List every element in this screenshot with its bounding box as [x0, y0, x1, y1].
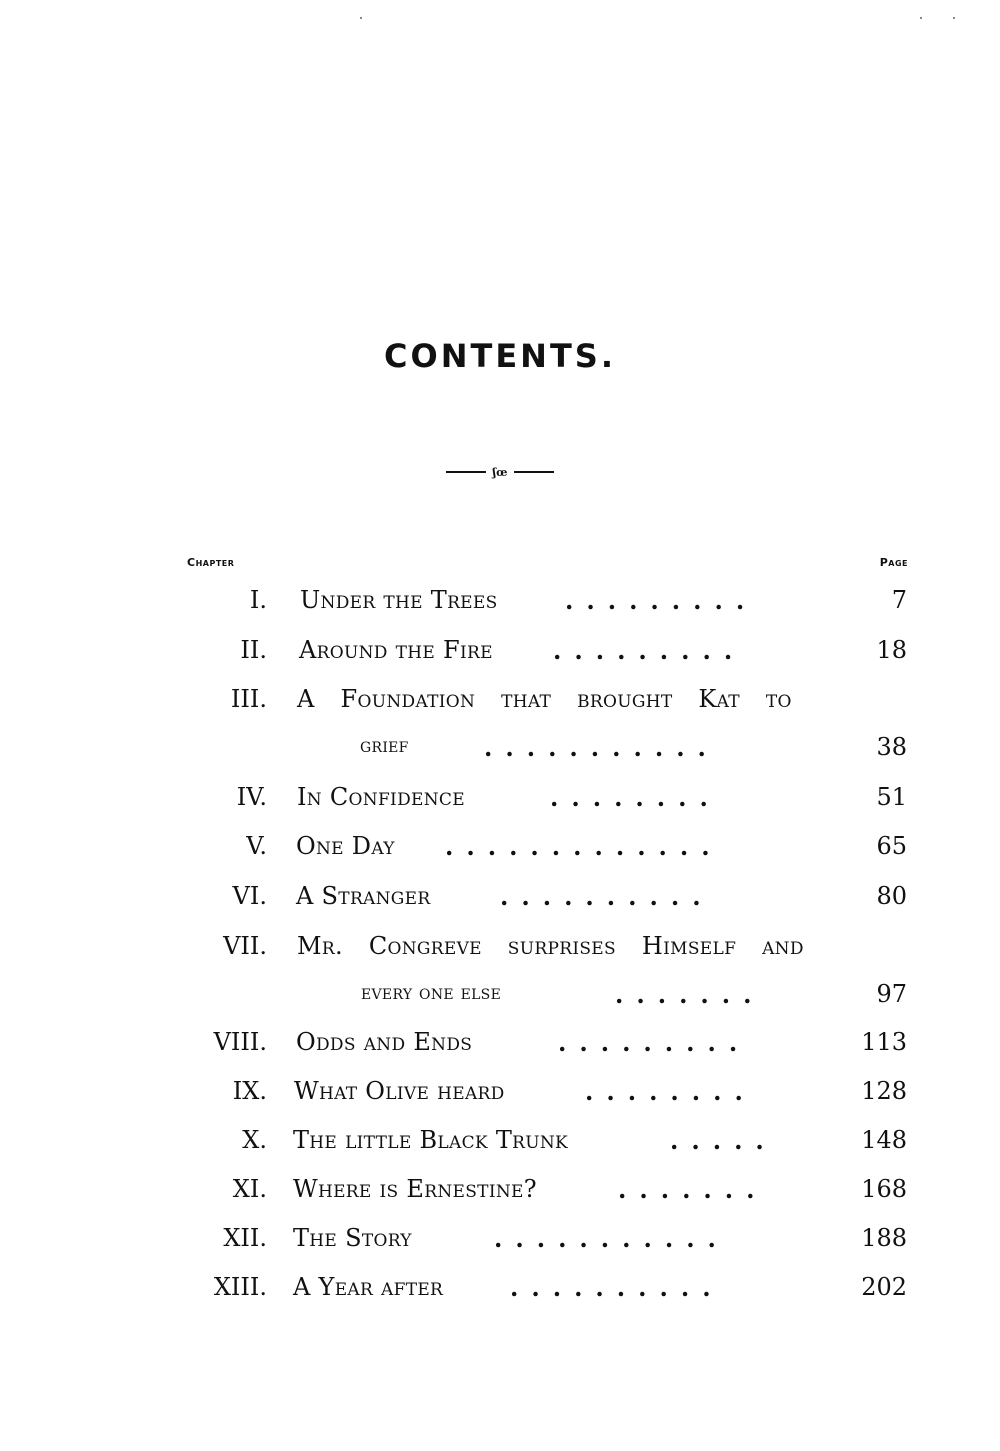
dot-leader: ....... — [618, 1175, 768, 1204]
dot-leader: ............. — [445, 832, 723, 861]
toc-entry[interactable] — [0, 586, 1000, 620]
dot-leader: ......... — [553, 636, 746, 665]
dot-leader: ........ — [550, 783, 721, 812]
page-number: 97 — [876, 980, 907, 1008]
chapter-number: IX. — [232, 1077, 267, 1105]
margin-speck — [953, 17, 955, 19]
page-column-header: Page — [879, 556, 908, 569]
margin-speck — [360, 17, 362, 19]
chapter-title: A Year after — [293, 1273, 444, 1301]
chapter-number: XIII. — [213, 1273, 267, 1301]
chapter-title: What Olive heard — [294, 1077, 505, 1105]
toc-entry[interactable] — [0, 685, 1000, 719]
chapter-title: In Confidence — [297, 783, 465, 811]
chapter-title: Around the Fire — [299, 636, 493, 664]
chapter-title: Under the Trees — [300, 586, 498, 614]
chapter-number: VI. — [232, 882, 267, 910]
toc-entry[interactable] — [0, 1273, 1000, 1307]
chapter-number: II. — [240, 636, 267, 664]
page-number: 148 — [861, 1126, 907, 1154]
page-number: 202 — [861, 1273, 907, 1301]
toc-entry[interactable] — [0, 1126, 1000, 1160]
dot-leader: ....... — [615, 980, 765, 1009]
dot-leader: ........... — [484, 733, 719, 762]
toc-entry-continuation[interactable] — [0, 733, 1000, 767]
chapter-title-continued: grief — [360, 733, 409, 757]
dot-leader: ..... — [670, 1126, 777, 1155]
dot-leader: .......... — [510, 1273, 724, 1302]
toc-entry[interactable] — [0, 932, 1000, 966]
toc-entry[interactable] — [0, 1077, 1000, 1111]
page-number: 188 — [861, 1224, 907, 1252]
chapter-number: VIII. — [213, 1028, 267, 1056]
page-number: 7 — [891, 586, 907, 614]
chapter-title: Odds and Ends — [296, 1028, 473, 1056]
chapter-title: The Story — [293, 1224, 412, 1252]
page-number: 128 — [861, 1077, 907, 1105]
page-number: 51 — [876, 783, 907, 811]
chapter-number: VII. — [223, 932, 267, 960]
dot-leader: .......... — [500, 882, 714, 911]
chapter-column-header: Chapter — [187, 556, 235, 569]
chapter-number: XI. — [232, 1175, 267, 1203]
toc-entry[interactable] — [0, 832, 1000, 866]
dot-leader: ......... — [558, 1028, 751, 1057]
dot-leader: ........ — [585, 1077, 756, 1106]
chapter-number: III. — [230, 685, 267, 713]
page-number: 80 — [876, 882, 907, 910]
dot-leader: ........... — [494, 1224, 729, 1253]
chapter-number: V. — [246, 832, 267, 860]
page-title: CONTENTS. — [384, 337, 616, 375]
ornament-rule-left — [446, 471, 486, 473]
chapter-number: XII. — [223, 1224, 267, 1252]
chapter-title: A Stranger — [296, 882, 431, 910]
ornament-rule-right — [514, 471, 554, 473]
toc-entry[interactable] — [0, 1028, 1000, 1062]
page-number: 168 — [861, 1175, 907, 1203]
chapter-title-continued: every one else — [361, 980, 502, 1004]
toc-entry-continuation[interactable] — [0, 980, 1000, 1014]
chapter-title: Mr. Congreve surprises Himself and — [297, 932, 804, 960]
dot-leader: ......... — [565, 586, 758, 615]
toc-entry[interactable] — [0, 882, 1000, 916]
chapter-title: The little Black Trunk — [293, 1126, 569, 1154]
chapter-number: I. — [249, 586, 267, 614]
title-ornament — [0, 464, 1000, 480]
page-number: 18 — [876, 636, 907, 664]
page-number: 65 — [876, 832, 907, 860]
chapter-title: A Foundation that brought Kat to — [297, 685, 792, 713]
toc-entry[interactable] — [0, 1175, 1000, 1209]
chapter-title: Where is Ernestine? — [293, 1175, 537, 1203]
page-number: 38 — [876, 733, 907, 761]
toc-entry[interactable] — [0, 636, 1000, 670]
chapter-number: X. — [242, 1126, 267, 1154]
chapter-number: IV. — [236, 783, 267, 811]
toc-entry[interactable] — [0, 783, 1000, 817]
toc-entry[interactable] — [0, 1224, 1000, 1258]
chapter-title: One Day — [296, 832, 395, 860]
page-number: 113 — [861, 1028, 907, 1056]
ornament-glyph: ʃœ — [492, 465, 508, 479]
margin-speck — [920, 17, 922, 19]
